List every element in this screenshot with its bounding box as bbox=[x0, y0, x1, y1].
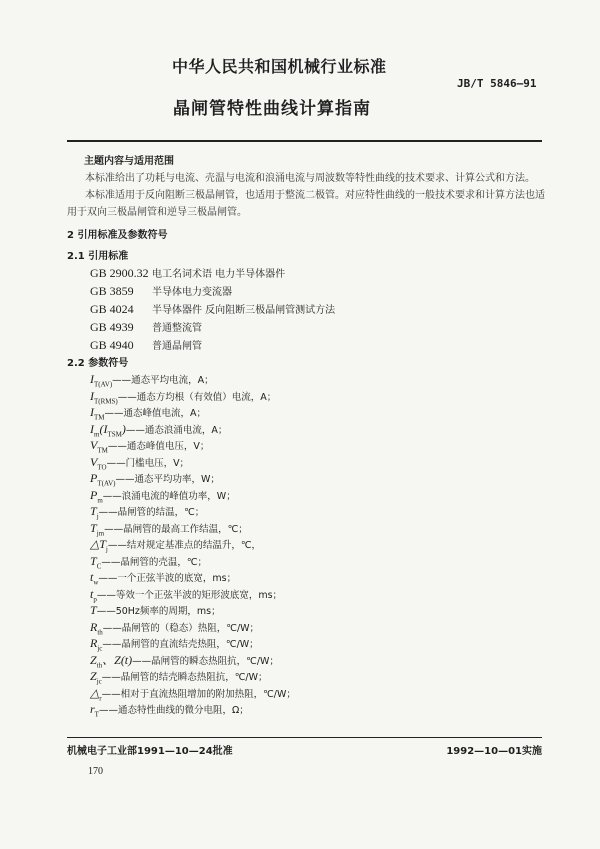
symbol-item bbox=[90, 488, 549, 505]
symbol-item bbox=[90, 521, 549, 538]
issuer-heading: 中华人民共和国机械行业标准 bbox=[172, 57, 387, 76]
symbol: $t_p$ bbox=[90, 586, 97, 603]
symbol-description: ——晶闸管的壳温，℃； bbox=[101, 556, 208, 568]
symbol-item bbox=[90, 570, 549, 587]
reference-list bbox=[90, 265, 549, 355]
section-2-2-heading: 2.2 参数符号 bbox=[67, 358, 129, 369]
symbol-description: ——通态特性曲线的微分电阻，Ω； bbox=[98, 705, 249, 716]
standard-code: JB/T 5846—91 bbox=[457, 77, 537, 90]
symbol-item bbox=[90, 504, 549, 521]
document-title: 晶闸管特性曲线计算指南 bbox=[173, 99, 371, 119]
symbol-description: ——一个正弦半波的底宽，ms； bbox=[98, 573, 237, 584]
symbol: $T_C$ bbox=[90, 553, 102, 570]
symbol-item bbox=[90, 554, 549, 571]
symbol-item bbox=[90, 405, 549, 422]
symbol: $r_T$ bbox=[90, 702, 99, 719]
symbol-item bbox=[90, 587, 549, 604]
symbol-item bbox=[90, 471, 549, 488]
section-1-paragraph: 本标准适用于反向阻断三极晶闸管，也适用于整流二极管。对应特性曲线的一般技术要求和计算方法也适用于双向三极晶闸管和逆导三极晶闸管。 bbox=[67, 190, 545, 218]
reference-code: GB 2900.32 bbox=[90, 266, 149, 280]
symbol-item bbox=[90, 653, 549, 670]
reference-title: 普通晶闸管 bbox=[152, 341, 202, 352]
symbol-description: ——晶闸管的结温，℃； bbox=[98, 507, 205, 518]
symbol: $Z_{th}$、Z(t) bbox=[90, 652, 133, 669]
symbol: $t_w$ bbox=[90, 570, 99, 587]
symbol-description: ——通态平均功率，W； bbox=[115, 474, 220, 485]
reference-title: 普通整流管 bbox=[152, 323, 202, 334]
reference-item bbox=[90, 265, 549, 283]
symbol-description: ——通态峰值电压，V； bbox=[107, 441, 210, 452]
reference-item bbox=[90, 319, 549, 337]
reference-item bbox=[90, 301, 549, 319]
symbol-description: ——通态浪涌电流，A； bbox=[125, 424, 228, 436]
reference-code: GB 4939 bbox=[90, 320, 134, 334]
symbol: $V_{TO}$ bbox=[90, 454, 107, 471]
symbol-description: ——门槛电压，V； bbox=[106, 457, 190, 469]
reference-code: GB 4024 bbox=[90, 302, 134, 316]
symbol-description: ——结对规定基准点的结温升，℃， bbox=[107, 540, 262, 551]
reference-item bbox=[90, 337, 549, 355]
symbol: $Z_{jc}$ bbox=[90, 669, 102, 686]
symbol-item bbox=[90, 669, 549, 686]
section-2-heading: 2 引用标准及参数符号 bbox=[67, 230, 168, 241]
symbol-description: ——通态平均电流，A； bbox=[112, 375, 214, 386]
symbol: $I_m(I_{TSM})$ bbox=[90, 421, 126, 438]
symbol-item bbox=[90, 620, 549, 637]
symbol-item bbox=[90, 686, 549, 703]
symbol: $I_{TM}$ bbox=[90, 405, 105, 422]
symbol-description: ——等效一个正弦半波的矩形波底宽，ms； bbox=[96, 589, 283, 601]
symbol: $T_j$ bbox=[90, 504, 99, 521]
symbol-description: ——通态方均根（有效值）电流，A； bbox=[117, 391, 277, 403]
reference-item bbox=[90, 283, 549, 301]
symbol-list bbox=[90, 372, 549, 719]
section-1-paragraph: 本标准给出了功耗与电流、壳温与电流和浪涌电流与周波数等特性曲线的技术要求、计算公式和方法。 bbox=[85, 173, 535, 184]
symbol-item bbox=[90, 422, 549, 439]
symbol-item bbox=[90, 389, 549, 406]
reference-title: 半导体电力变流器 bbox=[152, 287, 232, 298]
section-1-heading: 主题内容与适用范围 bbox=[84, 156, 174, 167]
symbol-item bbox=[90, 702, 549, 719]
section-2-1-heading: 2.1 引用标准 bbox=[67, 251, 129, 262]
symbol: $V_{TM}$ bbox=[90, 438, 108, 455]
symbol-description: ——晶闸管的结壳瞬态热阻抗，℃/W； bbox=[101, 672, 268, 683]
symbol: $I_{T(AV)}$ bbox=[90, 372, 113, 389]
symbol: $\triangle T_j$ bbox=[90, 537, 108, 554]
symbol: $P_{T(AV)}$ bbox=[90, 471, 116, 488]
symbol-description: ——晶闸管的（稳态）热阻，℃/W； bbox=[102, 622, 260, 634]
effective-date: 1992—10—01实施 bbox=[446, 746, 542, 757]
symbol: $T_{jm}$ bbox=[90, 520, 105, 537]
symbol-description: ——通态峰值电流，A； bbox=[104, 408, 206, 419]
symbol: $P_m$ bbox=[90, 487, 103, 504]
approval-date: 机械电子工业部1991—10—24批准 bbox=[67, 746, 233, 757]
symbol-item bbox=[90, 636, 549, 653]
page-number: 170 bbox=[88, 766, 103, 777]
symbol-item bbox=[90, 603, 549, 620]
symbol-item bbox=[90, 537, 549, 554]
symbol: $\triangle_r$ bbox=[90, 685, 102, 702]
reference-title: 电工名词术语 电力半导体器件 bbox=[152, 269, 286, 280]
symbol: $R_{th}$ bbox=[90, 619, 103, 636]
symbol-item bbox=[90, 372, 549, 389]
symbol: $I_{T(RMS)}$ bbox=[90, 388, 118, 405]
symbol: $R_{jc}$ bbox=[90, 636, 103, 653]
reference-title: 半导体器件 反向阻断三极晶闸管测试方法 bbox=[152, 305, 336, 316]
symbol-item bbox=[90, 455, 549, 472]
document-body bbox=[67, 153, 549, 719]
symbol: T bbox=[90, 603, 97, 617]
reference-code: GB 4940 bbox=[90, 338, 134, 352]
symbol-description: ——晶闸管的瞬态热阻抗，℃/W； bbox=[132, 655, 279, 667]
symbol-item bbox=[90, 438, 549, 455]
header-divider bbox=[67, 140, 542, 142]
symbol-description: ——浪涌电流的峰值功率，W； bbox=[102, 490, 236, 502]
symbol-description: ——晶闸管的直流结壳热阻，℃/W； bbox=[102, 639, 259, 650]
symbol-description: ——50Hz频率的周期，ms； bbox=[96, 606, 221, 617]
footer-divider bbox=[67, 737, 542, 738]
reference-code: GB 3859 bbox=[90, 284, 134, 298]
symbol-description: ——相对于直流热阻增加的附加热阻，℃/W； bbox=[101, 688, 296, 700]
symbol-description: ——晶闸管的最高工作结温，℃； bbox=[104, 523, 248, 535]
